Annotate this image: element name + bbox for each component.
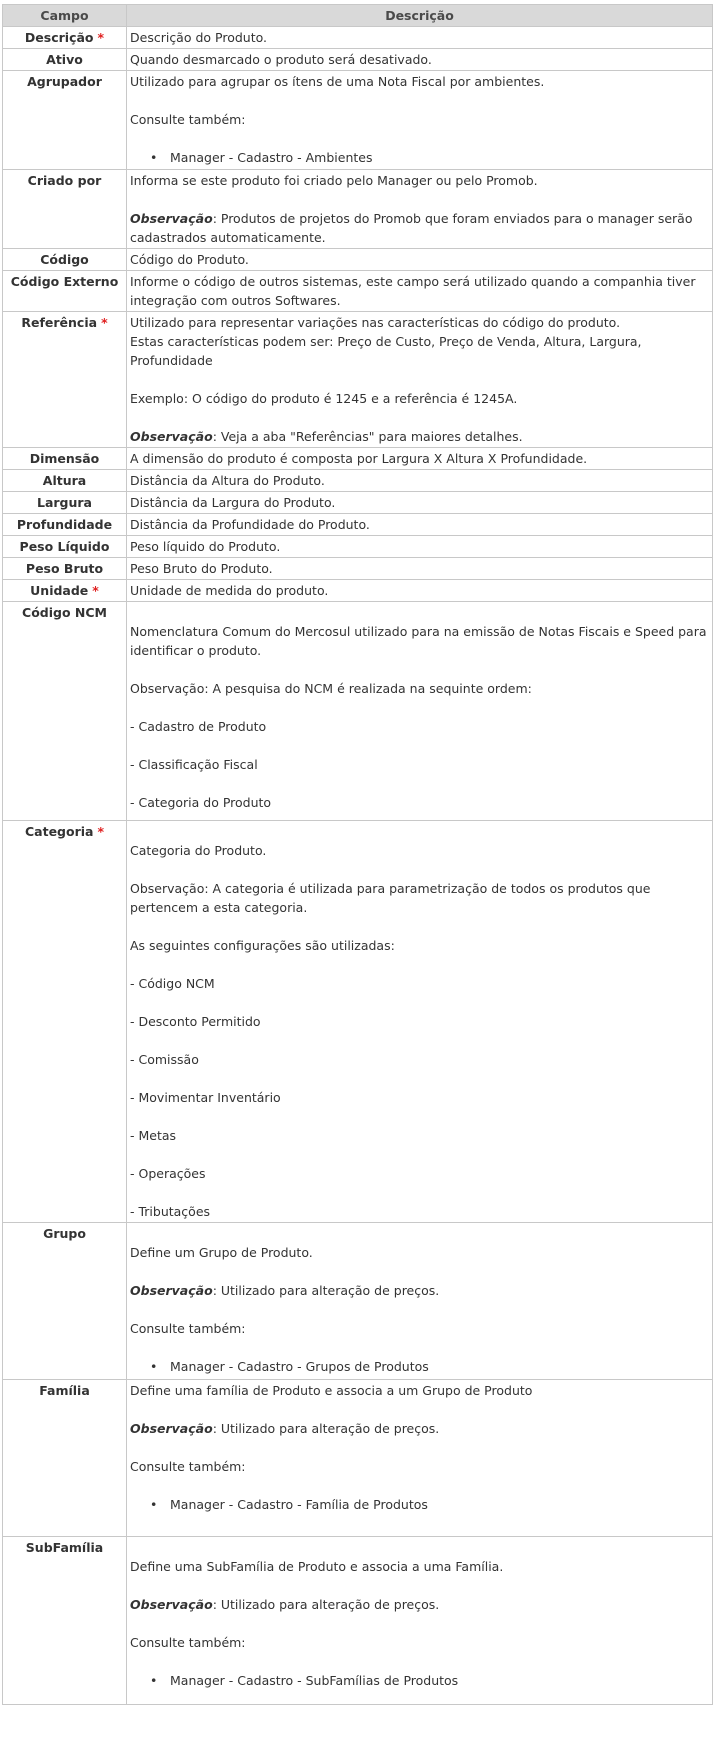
- field-name-cell: Criado por: [3, 170, 127, 249]
- field-description-cell: A dimensão do produto é composta por Largura X Altura X Profundidade.: [127, 448, 713, 470]
- field-description-cell: Quando desmarcado o produto será desativado.: [127, 49, 713, 71]
- see-also-link[interactable]: • Manager - Cadastro - Família de Produtos: [150, 1495, 709, 1514]
- see-also-link[interactable]: • Manager - Cadastro - Ambientes: [150, 148, 709, 167]
- field-name-cell: Dimensão: [3, 448, 127, 470]
- field-description-cell: Informa se este produto foi criado pelo Manager ou pelo Promob. Observação: Produtos de projetos do Promob que foram enviados para o manager serão cadastrados automaticamente.: [127, 170, 713, 249]
- table-row: [3, 170, 713, 249]
- observation-label: Observação: [130, 1421, 213, 1436]
- observation-label: Observação: [130, 211, 213, 226]
- field-name-cell: Profundidade: [3, 514, 127, 536]
- required-marker: *: [97, 824, 105, 839]
- see-also-list: [130, 1357, 709, 1376]
- field-description-cell: Distância da Altura do Produto.: [127, 470, 713, 492]
- field-description-cell: Unidade de medida do produto.: [127, 580, 713, 602]
- table-row: [3, 821, 713, 1223]
- field-description-cell: Categoria do Produto. Observação: A categoria é utilizada para parametrização de todos os produtos que pertencem a esta categoria. As seguintes configurações são utilizadas: - Código NCM - Desconto Permitido - Comissão - Movimentar Inventário - Metas - Operações - Tributações: [127, 821, 713, 1223]
- field-name-cell: Categoria *: [3, 821, 127, 1223]
- table-row: [3, 470, 713, 492]
- field-description-cell: Peso Bruto do Produto.: [127, 558, 713, 580]
- field-table: [2, 4, 713, 1705]
- field-description-cell: Peso líquido do Produto.: [127, 536, 713, 558]
- field-name-cell: Agrupador: [3, 71, 127, 170]
- field-name-cell: Peso Bruto: [3, 558, 127, 580]
- see-also-link[interactable]: • Manager - Cadastro - Grupos de Produtos: [150, 1357, 709, 1376]
- observation-label: Observação: [130, 429, 213, 444]
- table-row: [3, 1537, 713, 1705]
- observation-label: Observação: [130, 1283, 213, 1298]
- see-also-list: [130, 148, 709, 167]
- field-description-cell: Utilizado para agrupar os ítens de uma Nota Fiscal por ambientes. Consulte também: • Manager - Cadastro - Ambientes: [127, 71, 713, 170]
- required-marker: *: [101, 315, 108, 330]
- field-name-cell: Descrição *: [3, 27, 127, 49]
- field-name-cell: SubFamília: [3, 1537, 127, 1705]
- field-description-cell: Informe o código de outros sistemas, este campo será utilizado quando a companhia tiver integração com outros Softwares.: [127, 271, 713, 312]
- field-description-cell: Distância da Largura do Produto.: [127, 492, 713, 514]
- table-row: [3, 249, 713, 271]
- field-description-cell: Código do Produto.: [127, 249, 713, 271]
- field-name-cell: Código NCM: [3, 602, 127, 821]
- field-name-cell: Família: [3, 1380, 127, 1537]
- field-description-cell: Utilizado para representar variações nas características do código do produto. Estas características podem ser: Preço de Custo, Preço de Venda, Altura, Largura, Profundidade Exemplo: O código do produto é 1245 e a referência é 1245A. Observação: Veja a aba "Referências" para maiores detalhes.: [127, 312, 713, 448]
- field-name-cell: Unidade *: [3, 580, 127, 602]
- table-row: [3, 1223, 713, 1380]
- table-row: [3, 312, 713, 448]
- field-name-cell: Peso Líquido: [3, 536, 127, 558]
- header-descricao: Descrição: [127, 5, 713, 27]
- field-name-cell: Código: [3, 249, 127, 271]
- field-name-cell: Referência *: [3, 312, 127, 448]
- table-row: [3, 71, 713, 170]
- table-row: [3, 27, 713, 49]
- field-name-cell: Código Externo: [3, 271, 127, 312]
- table-row: [3, 580, 713, 602]
- table-row: [3, 536, 713, 558]
- field-description-cell: Distância da Profundidade do Produto.: [127, 514, 713, 536]
- required-marker: *: [92, 583, 99, 598]
- header-campo: Campo: [3, 5, 127, 27]
- table-row: [3, 514, 713, 536]
- table-row: [3, 271, 713, 312]
- table-row: [3, 448, 713, 470]
- field-description-cell: Descrição do Produto.: [127, 27, 713, 49]
- table-row: [3, 1380, 713, 1537]
- field-description-cell: Define uma família de Produto e associa a um Grupo de Produto Observação: Utilizado para alteração de preços. Consulte também: • Manager - Cadastro - Família de Produtos: [127, 1380, 713, 1537]
- see-also-list: [130, 1671, 709, 1690]
- see-also-link[interactable]: • Manager - Cadastro - SubFamílias de Produtos: [150, 1671, 709, 1690]
- field-name-cell: Altura: [3, 470, 127, 492]
- field-name-cell: Grupo: [3, 1223, 127, 1380]
- table-row: [3, 492, 713, 514]
- field-description-cell: Define um Grupo de Produto. Observação: Utilizado para alteração de preços. Consulte também: • Manager - Cadastro - Grupos de Produtos: [127, 1223, 713, 1380]
- see-also-list: [130, 1495, 709, 1514]
- field-description-cell: Nomenclatura Comum do Mercosul utilizado para na emissão de Notas Fiscais e Speed para identificar o produto. Observação: A pesquisa do NCM é realizada na sequinte ordem: - Cadastro de Produto - Classificação Fiscal - Categoria do Produto: [127, 602, 713, 821]
- table-row: [3, 558, 713, 580]
- observation-label: Observação: [130, 1597, 213, 1612]
- table-row: [3, 602, 713, 821]
- field-name-cell: Largura: [3, 492, 127, 514]
- field-name-cell: Ativo: [3, 49, 127, 71]
- table-row: [3, 49, 713, 71]
- table-header-row: [3, 5, 713, 27]
- required-marker: *: [97, 30, 105, 45]
- field-description-cell: Define uma SubFamília de Produto e associa a uma Família. Observação: Utilizado para alteração de preços. Consulte também: • Manager - Cadastro - SubFamílias de Produtos: [127, 1537, 713, 1705]
